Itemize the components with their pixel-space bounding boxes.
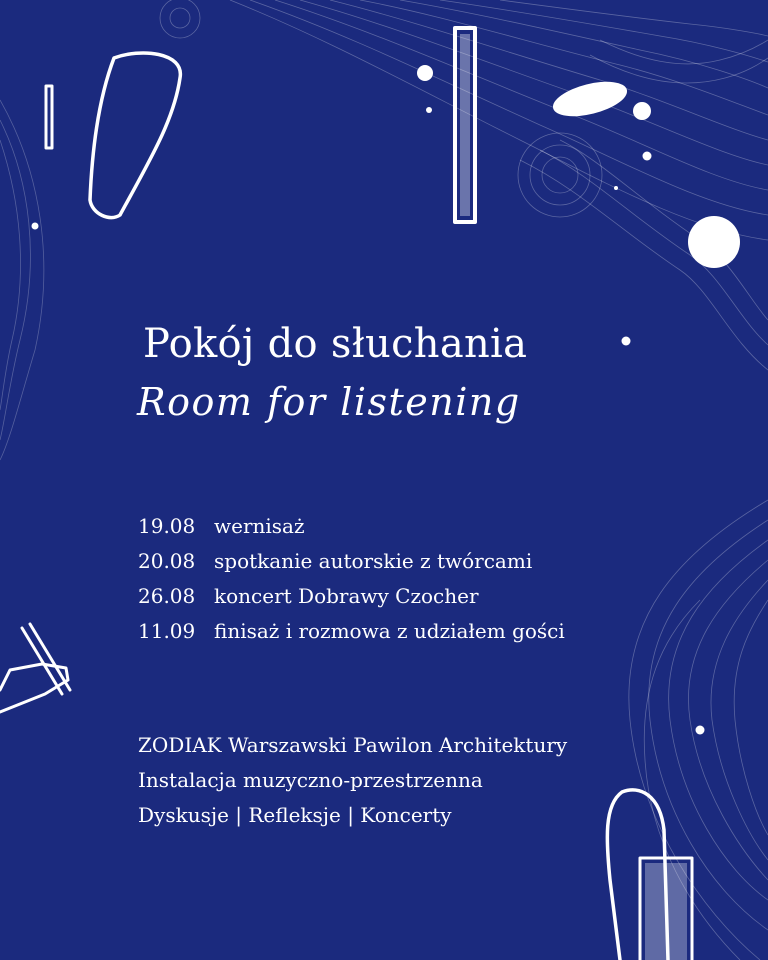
event-date: 20.08	[138, 548, 196, 573]
title-polish: Pokój do słuchania	[143, 321, 528, 367]
schedule-row	[138, 578, 565, 613]
event-description: spotkanie autorskie z twórcami	[214, 548, 533, 573]
program-tags: Dyskusje | Refleksje | Koncerty	[138, 802, 452, 827]
event-date: 19.08	[138, 513, 196, 538]
schedule-row	[138, 613, 565, 648]
event-description: koncert Dobrawy Czocher	[214, 583, 479, 608]
event-date: 26.08	[138, 583, 196, 608]
title-english: Room for listening	[137, 380, 521, 424]
event-description: wernisaż	[214, 513, 305, 538]
contour-lines-left	[0, 100, 44, 460]
venue-info	[138, 727, 567, 832]
event-date: 11.09	[138, 618, 196, 643]
schedule-row	[138, 543, 565, 578]
event-schedule	[138, 508, 565, 648]
exhibition-subtitle: Instalacja muzyczno-przestrzenna	[138, 767, 483, 792]
venue-name: ZODIAK Warszawski Pawilon Architektury	[138, 732, 568, 757]
schedule-row	[138, 508, 565, 543]
event-description: finisaż i rozmowa z udziałem gości	[214, 618, 565, 643]
